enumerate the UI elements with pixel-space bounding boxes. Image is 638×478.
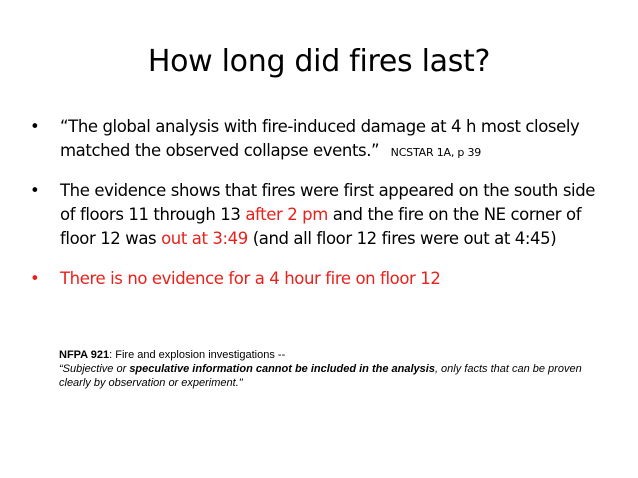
bullet-item-2: [30, 179, 610, 251]
nfpa-quote-1: “Subjective or: [59, 363, 130, 375]
bullet-2-text-1: The evidence shows that fires were first appeared on the south side of floors 11 through 13: [60, 181, 596, 224]
citation-text: NCSTAR 1A, p 39: [390, 146, 482, 159]
bullet-list: [30, 115, 610, 291]
bullet-3-text: There is no evidence for a 4 hour fire on floor 12: [60, 269, 441, 288]
nfpa-quote: [59, 362, 599, 390]
bullet-1-citation: [384, 146, 481, 159]
bullet-dot: •: [30, 269, 40, 288]
nfpa-quote-bold: speculative information cannot be included in the analysis: [129, 363, 435, 375]
bullet-2-red-2: out at 3:49: [161, 229, 248, 248]
bullet-2-text-2: and the fire on the NE corner of floor 12 was: [60, 205, 582, 248]
bullet-item-3: [30, 267, 610, 291]
bullet-item-1: [30, 115, 610, 165]
nfpa-label: NFPA 921: [59, 349, 110, 361]
slide-title: How long did fires last?: [147, 44, 491, 79]
nfpa-quote-2: , only facts that can be proven clearly by observation or experiment.": [59, 363, 582, 389]
nfpa-intro: : Fire and explosion investigations --: [109, 349, 286, 361]
bullet-2-text-3: (and all floor 12 fires were out at 4:45): [247, 229, 557, 248]
bullet-1-quote: “The global analysis with fire-induced damage at 4 h most closely matched the observed collapse events.”: [60, 117, 580, 160]
nfpa-quote-box: [59, 348, 599, 390]
bullet-dot: •: [30, 117, 40, 136]
bullet-dot: •: [30, 181, 40, 200]
bullet-2-red-1: after 2 pm: [245, 205, 328, 224]
nfpa-heading: [59, 348, 599, 362]
